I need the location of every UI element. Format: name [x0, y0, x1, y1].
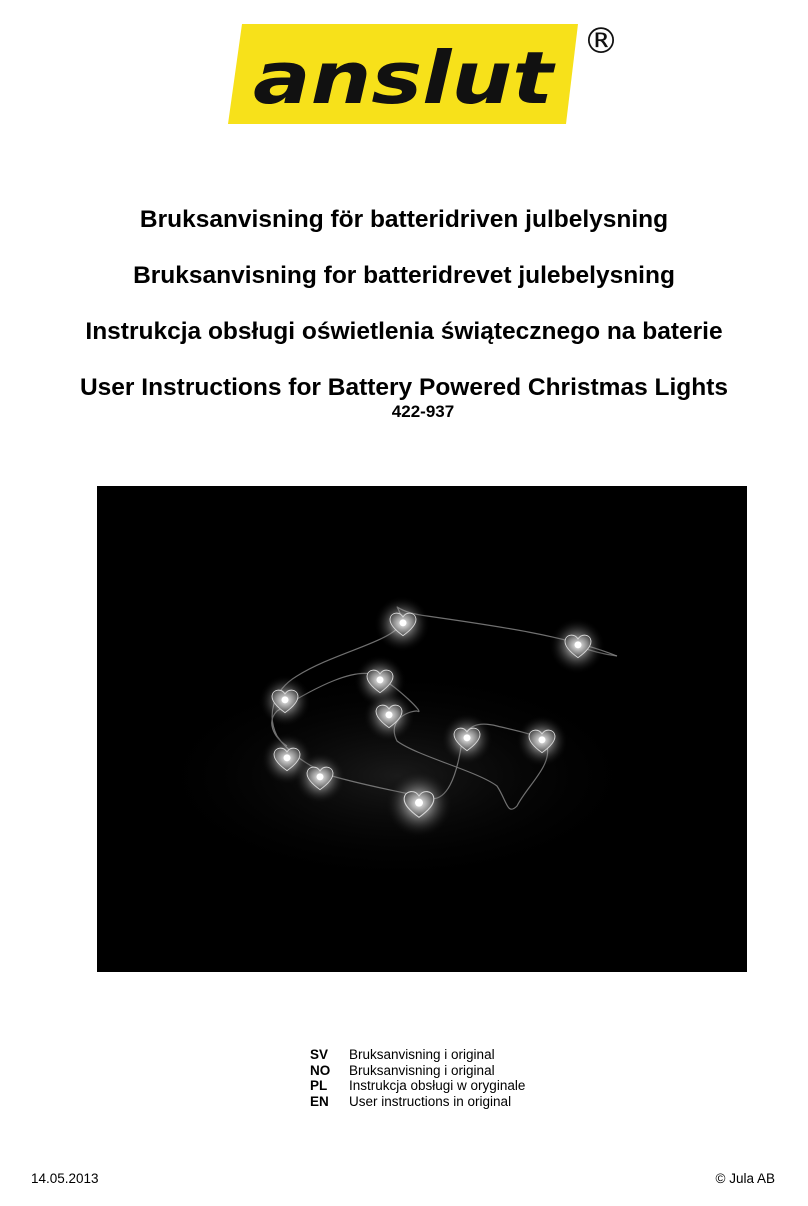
brand-logo [228, 18, 628, 130]
title-polish: Instrukcja obsługi oświetlenia świątecznego na baterie [85, 318, 723, 345]
registered-mark: ® [583, 21, 619, 62]
language-row-pl [310, 1078, 525, 1094]
language-row-sv [310, 1047, 525, 1063]
language-description: Instrukcja obsługi w oryginale [349, 1078, 526, 1094]
language-description: Bruksanvisning i original [349, 1047, 495, 1062]
language-description: User instructions in original [349, 1093, 512, 1109]
title-norwegian: Bruksanvisning for batteridrevet julebelysning [133, 262, 675, 289]
language-code: NO [310, 1062, 331, 1078]
document-date: 14.05.2013 [31, 1171, 99, 1186]
language-code: SV [310, 1047, 329, 1062]
language-list [310, 1047, 525, 1109]
language-code: EN [310, 1093, 329, 1109]
title-block [0, 192, 808, 416]
title-swedish: Bruksanvisning för batteridriven julbelysning [139, 206, 669, 233]
article-number: 422-937 [391, 402, 455, 421]
christmas-lights-image [97, 486, 747, 972]
language-code: PL [310, 1078, 328, 1094]
language-row-no [310, 1063, 525, 1079]
logo-graphic [228, 18, 628, 130]
language-description: Bruksanvisning i original [349, 1062, 495, 1078]
product-photo [97, 486, 747, 972]
logo-wordmark: anslut [253, 36, 557, 120]
title-english: User Instructions for Battery Powered Christmas Lights [79, 374, 729, 401]
copyright-notice: © Jula AB [715, 1171, 775, 1186]
language-row-en [310, 1094, 525, 1110]
